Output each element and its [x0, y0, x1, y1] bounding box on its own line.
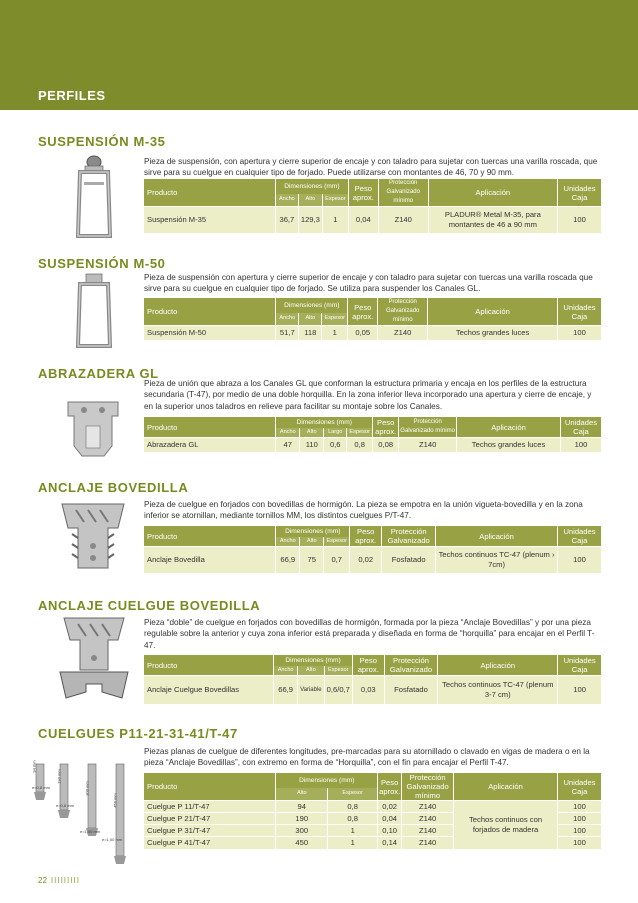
- col-alto: Alto: [298, 666, 325, 676]
- cell-alto: 75: [300, 547, 324, 573]
- cell-proteccion: Z140: [402, 837, 454, 849]
- col-dimensiones: Dimensiones (mm): [276, 417, 373, 428]
- col-espesor: Espesor: [322, 313, 348, 326]
- cell-proteccion: Z140: [402, 801, 454, 813]
- cell-espesor: 1: [322, 326, 348, 340]
- col-producto: Producto: [144, 179, 275, 207]
- page-number: 22: [38, 876, 47, 885]
- cell-peso: 0,02: [350, 547, 382, 573]
- col-aplicacion: Aplicación: [438, 655, 558, 676]
- section-description: Pieza de unión que abraza a los Canales GL que conforman la estructura primaria y encaja en los perfiles de la estructura secundaria (T-47), por medio de una doble horquilla. En la zona inferior lleva incorporado una apertura y cierre de encaje, y en la superior unos taladros en relieve para facilitar su montaje sobre los Canales.: [144, 379, 592, 411]
- suspension-m50-image: [72, 272, 116, 352]
- col-producto: Producto: [144, 526, 276, 547]
- col-peso: Peso aprox.: [352, 655, 384, 676]
- col-producto: Producto: [144, 298, 276, 326]
- suspension-m35-image: [70, 152, 118, 244]
- col-alto: Alto: [298, 194, 322, 207]
- cell-unidades: 100: [557, 825, 601, 837]
- cuelgues-image: [30, 746, 138, 872]
- col-unidades: Unidades Caja: [557, 773, 601, 801]
- section-title: ANCLAJE BOVEDILLA: [38, 480, 189, 495]
- col-ancho: Ancho: [276, 537, 300, 547]
- col-peso: Peso aprox.: [348, 298, 378, 326]
- cell-proteccion: Z140: [378, 207, 428, 233]
- cell-largo: 0,6: [324, 438, 347, 452]
- col-dimensiones: Dimensiones (mm): [275, 179, 348, 194]
- cell-ancho: 36,7: [275, 207, 298, 233]
- spec-table: [144, 179, 602, 233]
- col-alto: Alto: [299, 313, 322, 326]
- col-largo: Largo: [324, 428, 347, 438]
- cell-ancho: 66,9: [274, 676, 298, 704]
- cell-alto: 110: [300, 438, 324, 452]
- thickness-label: e=0,8 mm: [32, 785, 50, 790]
- cell-proteccion: Fosfatado: [384, 676, 438, 704]
- col-espesor: Espesor: [324, 666, 352, 676]
- col-aplicacion: Aplicación: [457, 417, 561, 438]
- page-footer: [38, 876, 80, 885]
- cell-espesor: 0,7: [324, 547, 350, 573]
- col-peso: Peso aprox.: [348, 179, 378, 207]
- col-producto: Producto: [144, 417, 276, 438]
- cell-espesor: 0,8: [328, 813, 378, 825]
- section-description: Pieza “doble” de cuelgue en forjados con bovedillas de hormigón, formada por la pieza “Anclaje Bovedillas” y por una pieza regulable sobre la anterior y cuya zona inferior está preparada y diseñada en forma de “horquilla” para encajar en el Perfil T-47.: [144, 618, 595, 650]
- cell-producto: Suspensión M-35: [144, 207, 275, 233]
- col-unidades: Unidades Caja: [558, 655, 602, 676]
- col-peso: Peso aprox.: [373, 417, 399, 438]
- cell-espesor: 1: [322, 207, 348, 233]
- cell-espesor: 1: [328, 825, 378, 837]
- col-espesor: Espesor: [322, 194, 348, 207]
- cell-alto: 94: [276, 801, 328, 813]
- cell-alto: 190: [276, 813, 328, 825]
- page-title: PERFILES: [38, 88, 106, 103]
- cell-unidades: 100: [557, 326, 601, 340]
- cell-proteccion: Fosfatado: [382, 547, 436, 573]
- cell-aplicacion: Techos continuos TC-47 (plenum 3-7 cm): [438, 676, 558, 704]
- length-label: 94 mm: [31, 760, 37, 773]
- col-proteccion: Protección Galvanizado mínimo: [378, 298, 428, 326]
- table-row: [144, 207, 602, 233]
- table-row: [144, 326, 602, 340]
- page-ticks: IIIIIIIII: [50, 876, 80, 885]
- cell-proteccion: Z140: [399, 438, 457, 452]
- col-unidades: Unidades Caja: [560, 417, 601, 438]
- abrazadera-gl-image: [62, 386, 124, 460]
- cell-unidades: 100: [557, 813, 601, 825]
- thickness-label: e=1,00 mm: [80, 829, 101, 834]
- cell-aplicacion: Techos grandes luces: [457, 438, 561, 452]
- cell-peso: 0,08: [373, 438, 399, 452]
- table-row: [144, 676, 602, 704]
- cell-unidades: 100: [557, 801, 601, 813]
- cell-aplicacion: Techos grandes luces: [428, 326, 558, 340]
- cell-alto: 118: [299, 326, 322, 340]
- col-proteccion: Protección Galvanizado mínimo: [378, 179, 428, 207]
- spec-table: [144, 655, 602, 704]
- section-title: ABRAZADERA GL: [38, 366, 159, 381]
- cell-unidades: 100: [558, 207, 602, 233]
- length-label: 300 mm: [84, 781, 90, 796]
- col-peso: Peso aprox.: [350, 526, 382, 547]
- col-proteccion: Protección Galvanizado mínimo: [402, 773, 454, 801]
- cell-espesor: 0,8: [328, 801, 378, 813]
- col-alto: Alto: [300, 428, 324, 438]
- spec-table: [144, 526, 602, 573]
- header-banner: [0, 0, 638, 110]
- cell-alto: Variable: [298, 676, 325, 704]
- col-ancho: Ancho: [276, 428, 300, 438]
- cell-proteccion: Z140: [378, 326, 428, 340]
- col-aplicacion: Aplicación: [454, 773, 558, 801]
- cell-ancho: 51,7: [276, 326, 299, 340]
- col-aplicacion: Aplicación: [436, 526, 558, 547]
- anclaje-bovedilla-image: [56, 498, 130, 580]
- thickness-label: e=0,8 mm: [56, 803, 74, 808]
- cell-espesor: 0,6/0,7: [324, 676, 352, 704]
- section-description: Piezas planas de cuelgue de diferentes longitudes, pre-marcadas para su atornillado o clavado en vigas de madera o en la pieza “Anclaje Bovedillas”, con extremo en forma de “Horquilla”, con el fin para encajar el Perfil T-47.: [144, 747, 590, 768]
- cell-producto: Cuelgue P 11/T-47: [144, 801, 276, 813]
- col-unidades: Unidades Caja: [557, 526, 601, 547]
- length-label: 450 mm: [112, 793, 118, 808]
- table-row: [144, 438, 602, 452]
- cell-unidades: 100: [560, 438, 601, 452]
- col-proteccion: Protección Galvanizado: [382, 526, 436, 547]
- cell-peso: 0,04: [348, 207, 378, 233]
- section-description: Pieza de suspensión, con apertura y cierre superior de encaje y con taladro para sujetar con tuercas una varilla roscada, que sirve para su cuelgue en cualquier tipo de forjado. Puede utilizarse con montantes de 46, 70 y 90 mm.: [144, 157, 598, 178]
- cell-aplicacion: Techos continuos TC-47 (plenum › 7cm): [436, 547, 558, 573]
- col-unidades: Unidades Caja: [558, 179, 602, 207]
- cell-ancho: 47: [276, 438, 300, 452]
- section-description: Pieza de cuelgue en forjados con bovedillas de hormigón. La pieza se empotra en la unión vigueta-bovedilla y en la zona inferior se atornillan, mediante tornillos MM, los distintos cuelgues P/T-47.: [144, 500, 583, 521]
- cell-proteccion: Z140: [402, 825, 454, 837]
- cell-producto: Cuelgue P 31/T-47: [144, 825, 276, 837]
- table-row: [144, 547, 602, 573]
- cell-unidades: 100: [558, 676, 602, 704]
- section-title: ANCLAJE CUELGUE BOVEDILLA: [38, 598, 261, 613]
- cell-producto: Suspensión M-50: [144, 326, 276, 340]
- spec-table: [144, 417, 602, 452]
- table-row: [144, 801, 602, 813]
- section-description: Pieza de suspensión con apertura y cierre superior de encaje y con taladro para sujetar con tuercas una varilla roscada que sirve para su cuelgue en cualquier tipo de forjado. Se utiliza para suspender los Canales GL.: [144, 273, 593, 294]
- cell-producto: Anclaje Bovedilla: [144, 547, 276, 573]
- col-ancho: Ancho: [276, 313, 299, 326]
- col-espesor: Espesor: [328, 788, 378, 801]
- length-label: 190 mm: [56, 769, 62, 784]
- section-title: SUSPENSIÓN M-50: [38, 256, 166, 271]
- thickness-label: e=1,00 mm: [102, 837, 123, 842]
- cell-alto: 300: [276, 825, 328, 837]
- spec-table: [144, 773, 602, 849]
- cell-espesor: 0,8: [347, 438, 373, 452]
- cell-espesor: 1: [328, 837, 378, 849]
- col-producto: Producto: [144, 773, 276, 801]
- cell-producto: Anclaje Cuelgue Bovedillas: [144, 676, 274, 704]
- cell-ancho: 66,9: [276, 547, 300, 573]
- col-dimensiones: Dimensiones (mm): [276, 526, 350, 537]
- cell-aplicacion: PLADUR® Metal M-35, para montantes de 46 a 90 mm: [428, 207, 557, 233]
- col-alto: Alto: [276, 788, 328, 801]
- col-aplicacion: Aplicación: [428, 179, 557, 207]
- cell-peso: 0,05: [348, 326, 378, 340]
- cell-peso: 0,04: [378, 813, 402, 825]
- col-unidades: Unidades Caja: [557, 298, 601, 326]
- cell-unidades: 100: [557, 547, 601, 573]
- col-peso: Peso aprox.: [378, 773, 402, 801]
- col-aplicacion: Aplicación: [428, 298, 558, 326]
- col-dimensiones: Dimensiones (mm): [276, 773, 378, 788]
- col-ancho: Ancho: [275, 194, 298, 207]
- col-proteccion: Protección Galvanizado: [384, 655, 438, 676]
- col-espesor: Espesor: [324, 537, 350, 547]
- cell-producto: Cuelgue P 41/T-47: [144, 837, 276, 849]
- cell-unidades: 100: [557, 837, 601, 849]
- cell-aplicacion: Techos continuos con forjados de madera: [454, 801, 558, 849]
- cell-peso: 0,10: [378, 825, 402, 837]
- cell-producto: Abrazadera GL: [144, 438, 276, 452]
- cell-peso: 0,14: [378, 837, 402, 849]
- section-title: SUSPENSIÓN M-35: [38, 134, 166, 149]
- cell-alto: 450: [276, 837, 328, 849]
- cell-peso: 0,03: [352, 676, 384, 704]
- col-producto: Producto: [144, 655, 274, 676]
- col-dimensiones: Dimensiones (mm): [276, 298, 348, 313]
- col-proteccion: Protección Galvanizado mínimo: [399, 417, 457, 438]
- spec-table: [144, 298, 602, 340]
- col-dimensiones: Dimensiones (mm): [274, 655, 353, 666]
- col-ancho: Ancho: [274, 666, 298, 676]
- cell-alto: 129,3: [298, 207, 322, 233]
- anclaje-cuelgue-image: [56, 614, 132, 706]
- col-espesor: Espesor: [347, 428, 373, 438]
- cell-producto: Cuelgue P 21/T-47: [144, 813, 276, 825]
- col-alto: Alto: [300, 537, 324, 547]
- cell-peso: 0,02: [378, 801, 402, 813]
- section-title: CUELGUES P11-21-31-41/T-47: [38, 726, 238, 741]
- cell-proteccion: Z140: [402, 813, 454, 825]
